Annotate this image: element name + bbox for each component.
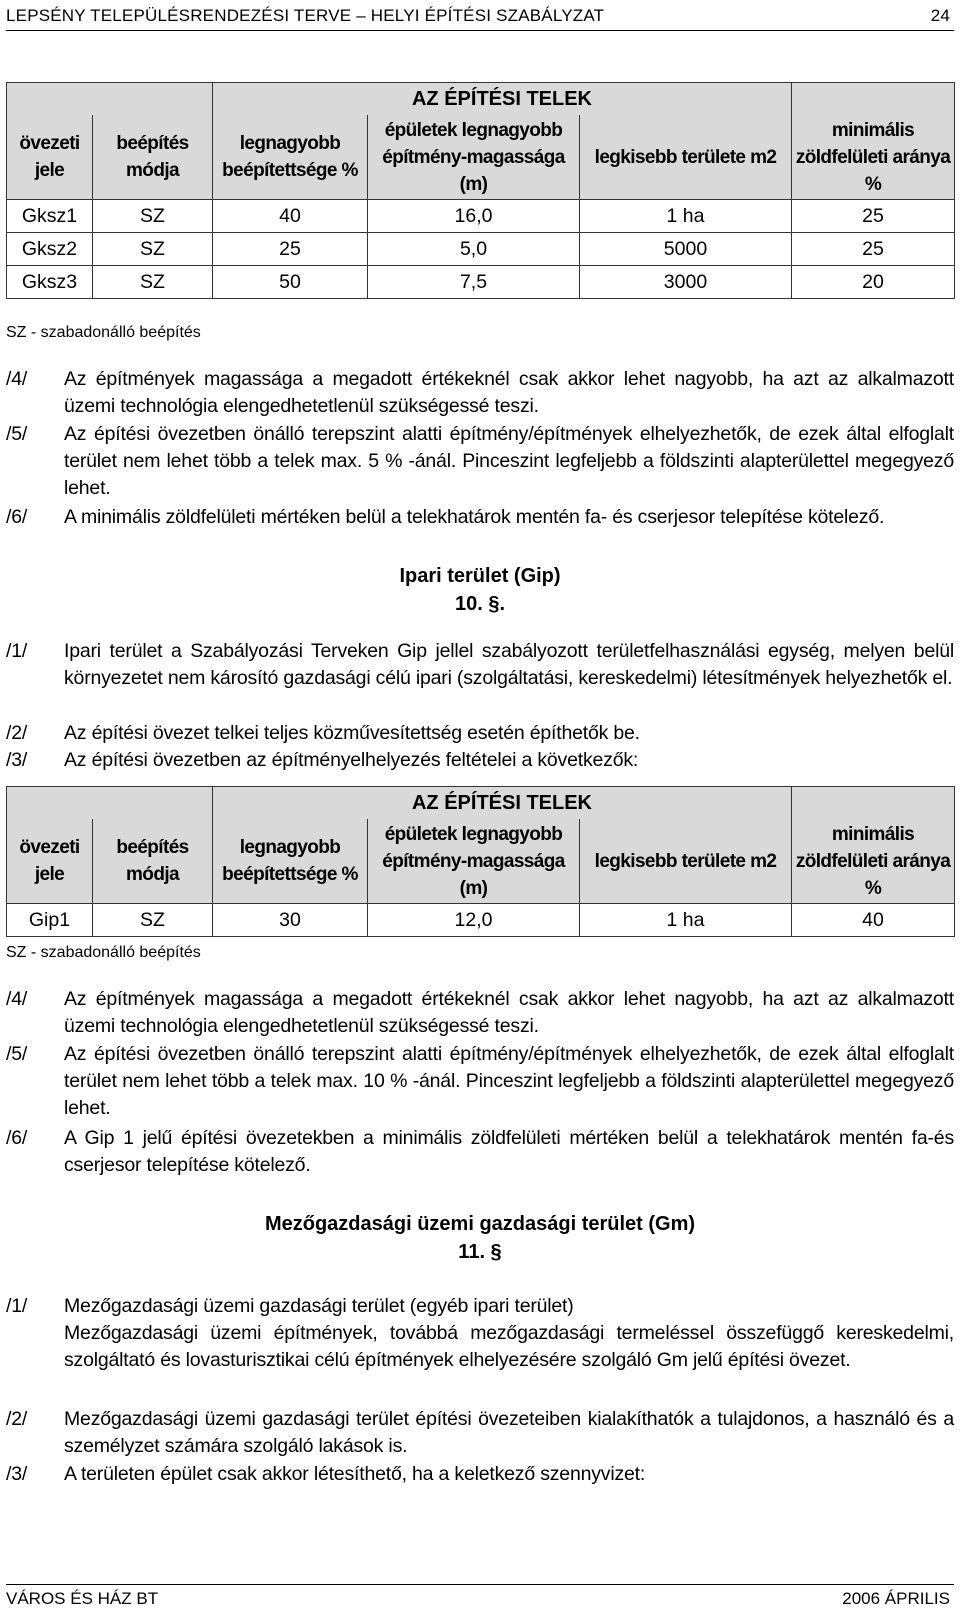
paragraph-text: Az építési övezetben önálló terepszint alatti építmény/építmények elhelyezhetők, de ezek által elfoglalt terület nem lehet több a telek max. 10 % -ánál. Pinceszint legfeljebb a földszinti alapterülettel megegyező lehet.: [64, 1043, 954, 1119]
paragraph-text: Az építmények magassága a megadott értékeknél csak akkor lehet nagyobb, ha azt az alkalmazott üzemi technológia elengedhetetlenül szükségessé teszi.: [64, 988, 954, 1037]
cell: 12,0: [368, 904, 580, 937]
paragraph-4: [6, 366, 954, 420]
paragraph-text: Az építési övezetben az építményelhelyezés feltételei a következők:: [64, 749, 639, 771]
col-header-max-coverage: legnagyobb beépítettsége %: [213, 819, 368, 904]
paragraph-text: Ipari terület a Szabályozási Terveken Gip jellel szabályozott területfelhasználási egység, melyen belül környezetet nem károsító gazdasági célú ipari (szolgáltatási, kereskedelmi) létesítmények helyezhetők el.: [64, 640, 954, 689]
cell: 7,5: [368, 266, 580, 299]
cell: SZ: [93, 200, 213, 233]
col-header-zone: övezeti jele: [7, 115, 93, 200]
paragraph-number: /3/: [6, 749, 28, 771]
paragraph-2: [6, 1406, 954, 1460]
cell: 25: [792, 200, 955, 233]
col-header-max-height: épületek legnagyobb építmény-magassága (m): [368, 819, 580, 904]
cell: 1 ha: [580, 904, 792, 937]
paragraph-3: [6, 1461, 954, 1488]
cell: 40: [792, 904, 955, 937]
cell: 40: [213, 200, 368, 233]
table-footnote: SZ - szabadonálló beépítés: [6, 324, 201, 341]
cell: 20: [792, 266, 955, 299]
paragraph-text: Mezőgazdasági üzemi gazdasági terület építési övezeteiben kialakíthatók a tulajdonos, a használó és a személyzet számára szolgáló lakások is.: [64, 1408, 954, 1457]
col-header-max-height: épületek legnagyobb építmény-magassága (m): [368, 115, 580, 200]
cell: 50: [213, 266, 368, 299]
col-header-build-mode: beépítés módja: [93, 115, 213, 200]
paragraph-text: Az építési övezet telkei teljes közművesítettség esetén építhetők be.: [64, 722, 640, 744]
paragraph-number: /3/: [6, 1463, 28, 1485]
building-zone-table-gip: [6, 786, 955, 937]
footer-date: 2006 ÁPRILIS: [842, 1589, 950, 1608]
page-header: [6, 4, 954, 31]
col-header-min-green: minimális zöldfelületi aránya %: [792, 819, 955, 904]
header-spacer: [7, 83, 213, 116]
paragraph-number: /1/: [6, 640, 28, 662]
section-paragraph-number: 10. §.: [454, 593, 506, 615]
paragraph-2: [6, 720, 954, 747]
cell: 5000: [580, 233, 792, 266]
paragraph-number: /2/: [6, 1408, 28, 1430]
table-row: [7, 904, 955, 937]
col-header-min-area: legkisebb területe m2: [580, 115, 792, 200]
paragraph-text: Mezőgazdasági üzemi gazdasági terület (egyéb ipari terület): [64, 1295, 574, 1317]
section-title: Ipari terület (Gip): [399, 565, 561, 587]
header-spacer: [792, 83, 955, 116]
col-header-max-coverage: legnagyobb beépítettsége %: [213, 115, 368, 200]
cell: SZ: [93, 904, 213, 937]
table-footnote: SZ - szabadonálló beépítés: [6, 944, 201, 961]
paragraph-3: [6, 747, 954, 774]
paragraph-number: /1/: [6, 1295, 28, 1317]
table-row: [7, 233, 955, 266]
col-header-min-area: legkisebb területe m2: [580, 819, 792, 904]
cell: Gip1: [7, 904, 93, 937]
paragraph-number: /5/: [6, 423, 28, 445]
paragraph-number: /4/: [6, 988, 28, 1010]
paragraph-text-continued: Mezőgazdasági üzemi építmények, továbbá mezőgazdasági termeléssel összefüggő kereskedelmi, szolgáltató és lovasturisztikai célú építmények elhelyezésére szolgáló Gm jelű építési övezet.: [64, 1322, 954, 1371]
paragraph-5: [6, 421, 954, 502]
paragraph-text: A minimális zöldfelületi mértéken belül a telekhatárok mentén fa- és cserjesor telepítése kötelező.: [64, 506, 885, 528]
building-zone-table-gksz: [6, 82, 955, 299]
cell: 5,0: [368, 233, 580, 266]
table-super-header: AZ ÉPÍTÉSI TELEK: [213, 787, 792, 820]
paragraph-number: /4/: [6, 368, 28, 390]
cell: 3000: [580, 266, 792, 299]
cell: 30: [213, 904, 368, 937]
paragraph-number: /2/: [6, 722, 28, 744]
page-number: 24: [930, 6, 950, 25]
paragraph-6: [6, 1125, 954, 1179]
col-header-min-green: minimális zöldfelületi aránya %: [792, 115, 955, 200]
paragraph-1: [6, 1293, 954, 1374]
page-footer: [6, 1584, 954, 1611]
paragraph-text: Az építmények magassága a megadott értékeknél csak akkor lehet nagyobb, ha azt az alkalmazott üzemi technológia elengedhetetlenül szükségessé teszi.: [64, 368, 954, 417]
table-super-header: AZ ÉPÍTÉSI TELEK: [213, 83, 792, 116]
table-row: [7, 200, 955, 233]
paragraph-5: [6, 1041, 954, 1122]
paragraph-text: A Gip 1 jelű építési övezetekben a minimális zöldfelületi mértéken belül a telekhatárok mentén fa-és cserjesor telepítése kötelező.: [64, 1127, 954, 1176]
cell: 1 ha: [580, 200, 792, 233]
col-header-build-mode: beépítés módja: [93, 819, 213, 904]
table-row: [7, 266, 955, 299]
cell: SZ: [93, 266, 213, 299]
cell: 25: [213, 233, 368, 266]
paragraph-text: A területen épület csak akkor létesíthető, ha a keletkező szennyvizet:: [64, 1463, 646, 1485]
section-paragraph-number: 11. §: [458, 1241, 502, 1263]
cell: SZ: [93, 233, 213, 266]
paragraph-4: [6, 986, 954, 1040]
header-spacer: [792, 787, 955, 820]
col-header-zone: övezeti jele: [7, 819, 93, 904]
paragraph-6: [6, 504, 954, 531]
header-spacer: [7, 787, 213, 820]
section-title: Mezőgazdasági üzemi gazdasági terület (Gm): [264, 1213, 696, 1235]
cell: Gksz3: [7, 266, 93, 299]
document-title: LEPSÉNY TELEPÜLÉSRENDEZÉSI TERVE – HELYI ÉPÍTÉSI SZABÁLYZAT: [6, 6, 605, 25]
paragraph-number: /6/: [6, 1127, 28, 1149]
paragraph-1: [6, 638, 954, 692]
paragraph-text: Az építési övezetben önálló terepszint alatti építmény/építmények elhelyezhetők, de ezek által elfoglalt terület nem lehet több a telek max. 5 % -ánál. Pinceszint legfeljebb a földszinti alapterülettel megegyező lehet.: [64, 423, 954, 499]
cell: Gksz2: [7, 233, 93, 266]
cell: Gksz1: [7, 200, 93, 233]
cell: 16,0: [368, 200, 580, 233]
cell: 25: [792, 233, 955, 266]
paragraph-number: /6/: [6, 506, 28, 528]
footer-company: VÁROS ÉS HÁZ BT: [6, 1589, 159, 1608]
paragraph-number: /5/: [6, 1043, 28, 1065]
